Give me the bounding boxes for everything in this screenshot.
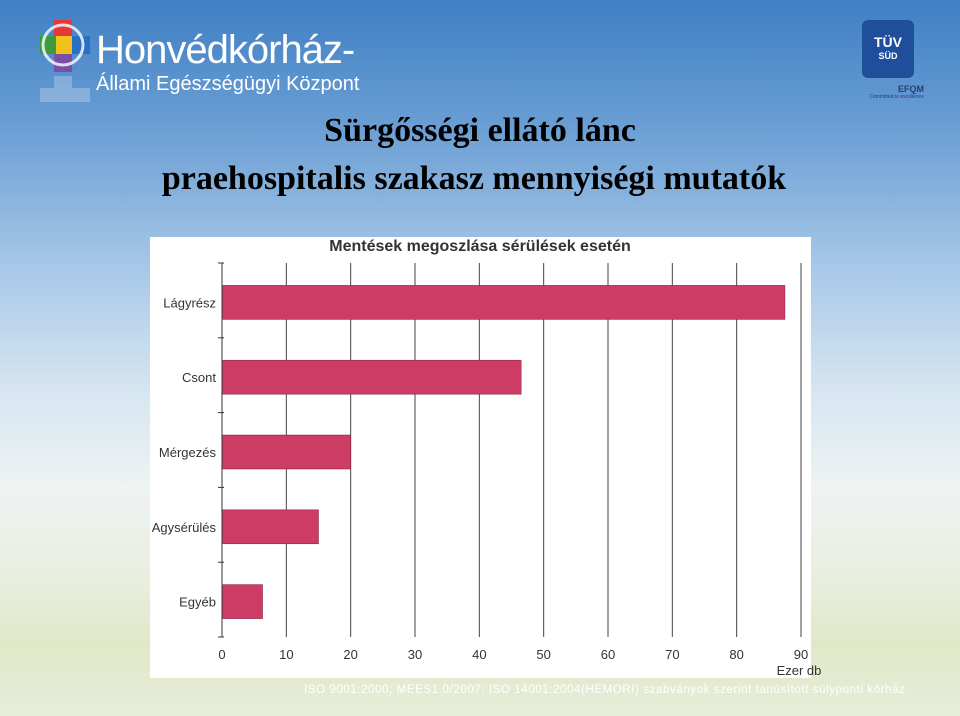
- x-tick-label-5: 50: [536, 647, 551, 662]
- bar-2: [222, 435, 351, 469]
- category-label-3: Agysérülés: [151, 519, 216, 535]
- slide-title-line1: Sürgősségi ellátó lánc: [324, 112, 636, 149]
- chart-title: Mentések megoszlása sérülések esetén: [329, 238, 631, 255]
- x-tick-label-2: 20: [343, 647, 358, 662]
- bar-chart: [150, 237, 822, 678]
- bar-1: [222, 360, 521, 394]
- x-tick-label-0: 0: [218, 647, 226, 662]
- tuv-badge-icon: [862, 20, 914, 78]
- category-label-1: Csont: [182, 370, 216, 386]
- x-tick-label-8: 80: [729, 647, 744, 662]
- x-tick-label-4: 40: [472, 647, 487, 662]
- x-tick-label-3: 30: [407, 647, 423, 662]
- efqm-label: EFQM: [898, 84, 924, 94]
- category-label-4: Egyéb: [179, 594, 216, 610]
- x-tick-label-6: 60: [600, 647, 616, 662]
- brand-block: [96, 30, 359, 96]
- efqm-sub-label: Committed to excellence: [869, 94, 924, 100]
- brand-subtitle: Állami Egészségügyi Központ: [96, 73, 360, 95]
- x-tick-label-1: 10: [279, 647, 294, 662]
- chart-panel: [150, 237, 822, 678]
- hospital-logo: [38, 18, 94, 119]
- tuv-sub-label: SÜD: [878, 51, 898, 61]
- bar-0: [222, 285, 785, 319]
- footer-certification-text: ISO 9001:2000; MEES1.0/2007; ISO 14001:2004(HEMORI) szabványok szerint tanúsított súlyponti kórház: [304, 684, 906, 696]
- category-label-0: Lágyrész: [163, 295, 216, 311]
- puzzle-cross-icon: [40, 20, 90, 72]
- category-label-2: Mérgezés: [158, 445, 216, 460]
- slide-title-line2: praehospitalis szakasz mennyiségi mutatók: [161, 160, 787, 197]
- x-axis-label: Ezer db: [776, 663, 822, 678]
- brand-name: Honvédkórház-: [96, 28, 355, 72]
- bar-4: [222, 585, 263, 619]
- tuv-label: TÜV: [874, 34, 902, 50]
- bar-3: [222, 510, 319, 544]
- certification-logos: [852, 20, 924, 100]
- x-tick-label-7: 70: [665, 647, 680, 662]
- x-tick-label-9: 90: [793, 647, 809, 662]
